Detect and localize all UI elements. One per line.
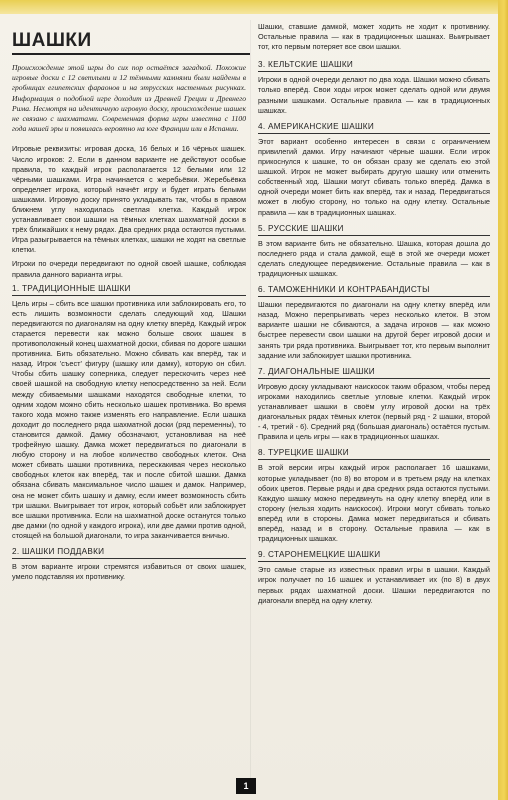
right-yellow-strip [498,0,508,800]
section-text: В этой версии игры каждый игрок располагает 16 шашками, которые укладывает (по 8) во втором и в третьем ряду на клетках обоих цветов. Первые ряды и два средних ряда остаются пустыми. Каждую шашку можно передвинуть на одну клетку вперёд или в сторону (нельзя ходить наискосок). Игроки могут сбивать только вперёд или в стороны. Дамка может передвигаться и сбивать вперёд, назад и в сторону. Остальные правила — как в традиционных шашках. [258,463,490,544]
rules-paragraph: Игроки по очереди передвигают по одной своей шашке, соблюдая правила данного варианта игры. [12,259,246,279]
page-title: ШАШКИ [12,30,250,55]
section-heading: 6. ТАМОЖЕННИКИ И КОНТРАБАНДИСТЫ [258,285,490,297]
section-text: Цель игры – сбить все шашки противника или заблокировать его, то есть лишить возможности сделать следующий ход. Шашки передвигаются по диагоналям на одну клетку вперёд. Каждый игрок старается перевести как можно больше своих шашек в противоположный конец шахматной доски, сбивая по дороге шашки противника. Бить обязательно. Можно сбивать как вперёд, так и назад. Игрок 'съест' фигуру (шашку или дамку), которую он сбил. Чтобы сбить шашку соперника, следует перескочить через неё своей шашкой на свободную клетку непосредственно за ней. Если между сбиваемыми шашками находятся свободные клетки, то одним ходом можно сбить несколько шашек противника. Во время такого хода можно также изменять его направление. Если шашка доходит до последнего ряда шахматной доски (ряд переменны), то становится дамкой. Дамку обозначают, установливая на неё трофейную шашку. Дамка может передвигаться по диагонали в любую сторону и на любое количество свободных клеток. Она может сбивать шашки противника, перескакивая через несколько свободных клеток как вперёд, так и после сбитой шашки. Дамка обязана сбивать максимальное число шашек и дамок. Например, она не может сбить шашку и дамку, если имеет возможность сбить три шашки. Выигрывает тот игрок, который собьёт или заблокирует все шашки противника. Если на шахматной доске останутся только две дамки (по одной у каждого игрока), или две дамки против одной, стоящей на большой диагонали, то игра заканчивается вничью. [12,298,246,540]
section-smugglers [258,285,490,361]
left-column [12,63,246,588]
rules-paragraph: Игровые реквизиты: игровая доска, 16 белых и 16 чёрных шашек. Число игроков: 2. Если в данном варианте не действуют особые правила, то каждый игрок располагается 12 белыми или 12 чёрными шашками. Игра начинается с жеребьёвки. Жеребьёвка определяет игрока, который начнёт игру и будет играть белыми шашками. Игровую доску принято укладывать так, чтобы в правом ближнем углу находилась светлая клетка. Каждый игрок устанавливает свои шашки на тёмных клетках шахматной доски в трёх ближайших к нему рядах. Два средних ряда остаются пустыми. Игра разыгрывается на тёмных клетках, шашки не ходят на светлые клетки. [12,144,246,255]
section-heading: 5. РУССКИЕ ШАШКИ [258,224,490,236]
section-giveaway [12,547,246,582]
section-text: Игроки в одной очереди делают по два хода. Шашки можно сбивать только вперёд. Свои ходы игрок может сделать одной или двумя разными шашками. Остальные правила — как в традиционных шашках. [258,75,490,115]
section-celtic [258,60,490,115]
intro-paragraph: Происхождение этой игры до сих пор остаётся загадкой. Похожие игровые доски с 12 светлыми и 12 тёмными камнями были найдены в гробницах египетских фараонов и на этрусских настенных рисунках. Информация о подобной игре доходит из Древней Греции и Древнего Рима. Несмотря на идентичную игровую доску, происхождение шашек не связано с шахматами. Современная форма игры известна с 1100 года нашей эры и появилась вероятно на юге Франции или в Испании. [12,63,246,134]
section-text: В этом варианте бить не обязательно. Шашка, которая дошла до последнего ряда и стала дамкой, ещё в этой же очереди может сделать следующее передвижение. Остальные правила — как в традиционных шашках. [258,238,490,278]
section-text: Шашки передвигаются по диагонали на одну клетку вперёд или назад. Можно перепрыгивать через несколько клеток. В этом варианте шашки не сбиваются, а задача игроков — как можно быстрее перевести свои шашки на другой берег игровой доски и занять три ряда противника. Выигрывает тот, кто первым выполнит задание или заблокирует шашки противника. [258,300,490,360]
section-diagonal [258,367,490,443]
section-heading: 8. ТУРЕЦКИЕ ШАШКИ [258,448,490,460]
section-old-german [258,550,490,605]
section-heading: 4. АМЕРИКАНСКИЕ ШАШКИ [258,122,490,134]
section-heading: 2. ШАШКИ ПОДДАВКИ [12,547,246,559]
right-column [258,22,490,612]
section-heading: 3. КЕЛЬТСКИЕ ШАШКИ [258,60,490,72]
section-russian [258,224,490,279]
section-text: Игровую доску укладывают наискосок таким образом, чтобы перед игроками находились светлые угловые клетки. Каждый игрок устанавливает шашки в своём углу игровой доски на трёх диагональных рядах тёмных клеток (первый ряд - 2 шашки, второй - 4, третий - 6). Средний ряд (большая диагональ) остаётся пустым. Правила и цель игры — как в традиционных шашках. [258,381,490,442]
continued-text: Шашки, ставшие дамкой, может ходить не ходит к противнику. Остальные правила — как в традиционных шашках. Выигрывает тот, кто первым потеряет все свои шашки. [258,22,490,52]
section-heading: 9. СТАРОНЕМЕЦКИЕ ШАШКИ [258,550,490,562]
page-number: 1 [236,778,256,794]
top-yellow-band [0,0,508,14]
section-text: Это самые старые из известных правил игры в шашки. Каждый игрок получает по 16 шашек и устанавливает их (по 8) в двух первых рядах шахматной доски. Шашки передвигаются по диагонали вперёд на одну клетку. [258,565,490,605]
section-heading: 1. ТРАДИЦИОННЫЕ ШАШКИ [12,284,246,296]
section-american [258,122,490,218]
section-turkish [258,448,490,544]
section-heading: 7. ДИАГОНАЛЬНЫЕ ШАШКИ [258,367,490,379]
section-traditional [12,284,246,541]
section-text: Этот вариант особенно интересен в связи с ограничением привилегий дамки. Игру начинают чёрные шашки. Если игрок прикоснулся к шашке, то он обязан сразу же сделать ею этой шашкой. Игрок не может выбирать другую шашку или отменить собственный ход. Шашки могут сбивать только вперёд. Дамка в одной очереди может бить как вперёд, так и назад. Передвигаться может в любую сторону, но только на одну клетку. Остальные правила — как в традиционных шашках. [258,136,490,217]
section-text: В этом варианте игроки стремятся избавиться от своих шашек, умело подставляя их противнику. [12,562,246,582]
column-gutter [250,20,251,780]
